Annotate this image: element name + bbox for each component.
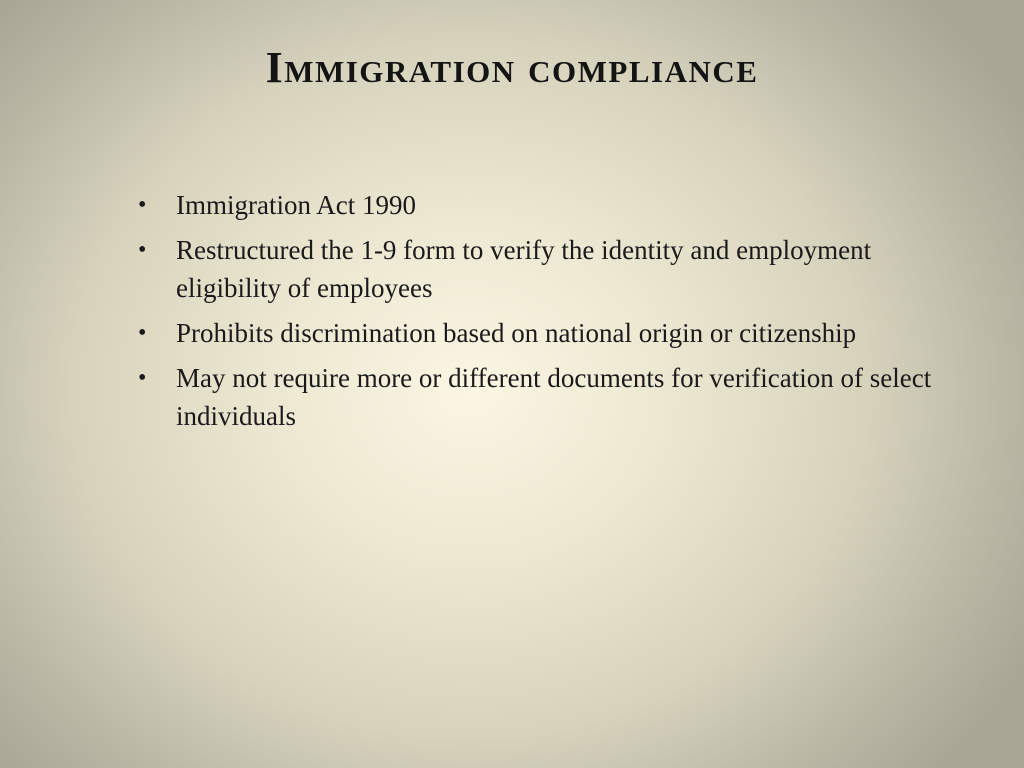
- bullet-icon: •: [138, 237, 147, 263]
- bullet-text: May not require more or different documents for verification of select individuals: [176, 363, 932, 431]
- bullet-icon: •: [138, 320, 147, 346]
- bullet-icon: •: [138, 192, 147, 218]
- bullet-text: Prohibits discrimination based on national origin or citizenship: [176, 318, 857, 348]
- bullet-item: [138, 359, 968, 435]
- bullet-item: [138, 231, 968, 307]
- bullet-item: [138, 186, 968, 224]
- slide-title: Immigration compliance: [265, 43, 759, 92]
- bullet-text: Restructured the 1-9 form to verify the identity and employment eligibility of employees: [176, 235, 872, 303]
- bullet-item: [138, 314, 968, 352]
- bullet-list: [138, 186, 968, 442]
- bullet-text: Immigration Act 1990: [176, 190, 416, 220]
- bullet-icon: •: [138, 365, 147, 391]
